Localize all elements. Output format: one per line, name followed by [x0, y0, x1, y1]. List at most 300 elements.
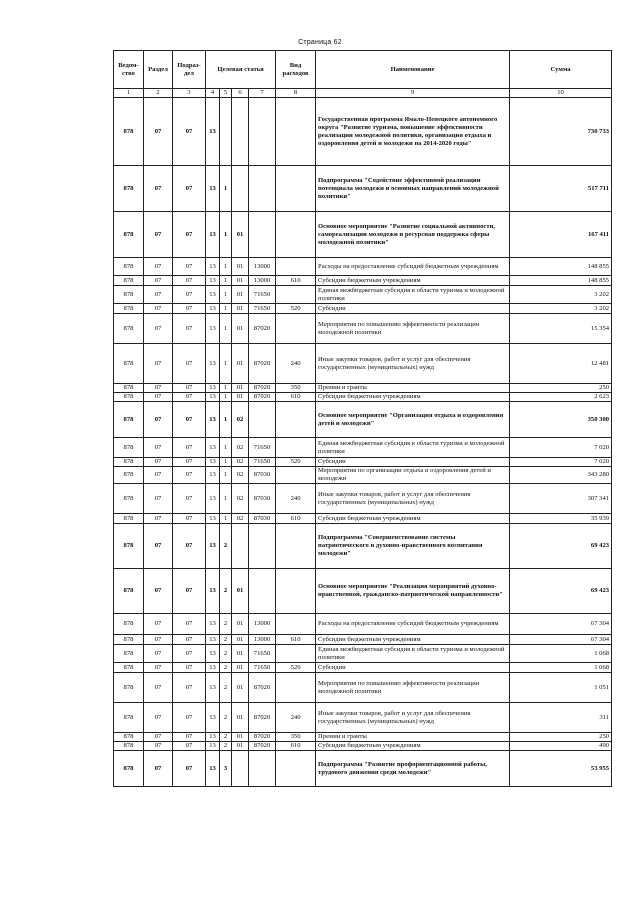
cell-vid-rashodov [276, 438, 316, 458]
cell-naimenovanie: Иные закупки товаров, работ и услуг для обеспечения государственных (муниципальных) нужд [316, 703, 510, 733]
cell-vid-rashodov [276, 614, 316, 635]
cell-naimenovanie: Подпрограмма "Совершенствование системы патриотического и духовно-нравственного воспитания молодежи" [316, 524, 510, 569]
table-row [114, 286, 612, 304]
cell-razdel: 07 [144, 98, 173, 166]
header-summa: Сумма [510, 51, 612, 89]
table-row [114, 212, 612, 258]
cell-program: 13 [206, 645, 220, 663]
cell-direction: 87020 [249, 314, 276, 344]
cell-subprogram: 1 [220, 514, 232, 524]
cell-summa: 15 354 [510, 314, 612, 344]
cell-naimenovanie: Подпрограмма "Развитие профориентационной работы, трудового движения среди молодежи" [316, 751, 510, 787]
cell-vedomstvo: 878 [114, 484, 144, 514]
cell-razdel: 07 [144, 569, 173, 614]
cell-podrazdel: 07 [173, 569, 206, 614]
table-row [114, 98, 612, 166]
cell-summa: 69 423 [510, 569, 612, 614]
cell-podrazdel: 07 [173, 663, 206, 673]
cell-naimenovanie: Мероприятия по повышению эффективности реализации молодежной политики [316, 314, 510, 344]
cell-subprogram: 1 [220, 467, 232, 484]
cell-podrazdel: 07 [173, 703, 206, 733]
table-row [114, 258, 612, 276]
cell-subprogram: 2 [220, 663, 232, 673]
cell-program: 13 [206, 276, 220, 286]
cell-vid-rashodov: 610 [276, 514, 316, 524]
cell-direction: 87030 [249, 514, 276, 524]
table-row [114, 467, 612, 484]
cell-razdel: 07 [144, 635, 173, 645]
cell-summa: 311 [510, 703, 612, 733]
col-number: 8 [276, 89, 316, 98]
cell-vedomstvo: 878 [114, 751, 144, 787]
cell-subprogram: 1 [220, 212, 232, 258]
cell-measure: 01 [232, 212, 249, 258]
cell-naimenovanie: Субсидии [316, 304, 510, 314]
table-row [114, 673, 612, 703]
cell-direction: 13000 [249, 276, 276, 286]
cell-subprogram: 1 [220, 258, 232, 276]
cell-direction: 87020 [249, 742, 276, 751]
cell-direction [249, 98, 276, 166]
cell-summa: 69 423 [510, 524, 612, 569]
cell-summa: 343 280 [510, 467, 612, 484]
cell-podrazdel: 07 [173, 742, 206, 751]
cell-naimenovanie: Субсидии бюджетным учреждениям [316, 514, 510, 524]
cell-naimenovanie: Субсидии бюджетным учреждениям [316, 276, 510, 286]
header-vedomstvo: Ведом-ство [114, 51, 144, 89]
cell-measure: 02 [232, 438, 249, 458]
cell-razdel: 07 [144, 458, 173, 467]
cell-vedomstvo: 878 [114, 384, 144, 393]
cell-vid-rashodov [276, 98, 316, 166]
cell-program: 13 [206, 514, 220, 524]
cell-vedomstvo: 878 [114, 402, 144, 438]
table-row [114, 384, 612, 393]
table-row [114, 458, 612, 467]
cell-summa: 67 304 [510, 614, 612, 635]
cell-podrazdel: 07 [173, 258, 206, 276]
cell-vedomstvo: 878 [114, 276, 144, 286]
cell-direction: 71650 [249, 304, 276, 314]
cell-naimenovanie: Основное мероприятие "Реализация мероприятий духовно-нравственной, гражданско-патриотической направленности" [316, 569, 510, 614]
cell-naimenovanie: Расходы на предоставление субсидий бюджетным учреждениям [316, 614, 510, 635]
cell-measure: 02 [232, 467, 249, 484]
cell-naimenovanie: Субсидии [316, 663, 510, 673]
cell-podrazdel: 07 [173, 733, 206, 742]
cell-summa: 148 855 [510, 276, 612, 286]
cell-measure: 02 [232, 402, 249, 438]
cell-naimenovanie: Субсидии бюджетным учреждениям [316, 393, 510, 402]
cell-measure: 01 [232, 569, 249, 614]
column-number-row [114, 89, 612, 98]
cell-summa: 1 051 [510, 673, 612, 703]
cell-vedomstvo: 878 [114, 258, 144, 276]
cell-program: 13 [206, 751, 220, 787]
cell-naimenovanie: Единая межбюджетная субсидия в области туризма и молодежной политики [316, 438, 510, 458]
cell-vid-rashodov: 350 [276, 733, 316, 742]
cell-vedomstvo: 878 [114, 673, 144, 703]
cell-summa: 250 [510, 733, 612, 742]
cell-summa: 53 955 [510, 751, 612, 787]
cell-program: 13 [206, 673, 220, 703]
cell-razdel: 07 [144, 524, 173, 569]
cell-podrazdel: 07 [173, 402, 206, 438]
cell-program: 13 [206, 344, 220, 384]
header-vid-rashodov: Вид расходов [276, 51, 316, 89]
header-celevaya-statya: Целевая статья [206, 51, 276, 89]
cell-naimenovanie: Государственная программа Ямало-Ненецкого автономного округа "Развитие туризма, повышение эффективности реализации молодежной политики, организация отдыха и оздоровления детей и молодежи на 2014-2020 годы" [316, 98, 510, 166]
cell-naimenovanie: Субсидии бюджетным учреждениям [316, 635, 510, 645]
cell-summa: 12 481 [510, 344, 612, 384]
cell-podrazdel: 07 [173, 484, 206, 514]
cell-vedomstvo: 878 [114, 635, 144, 645]
cell-vid-rashodov [276, 569, 316, 614]
cell-summa: 7 020 [510, 438, 612, 458]
cell-summa: 1 068 [510, 663, 612, 673]
cell-direction [249, 212, 276, 258]
cell-summa: 7 020 [510, 458, 612, 467]
cell-vid-rashodov: 520 [276, 304, 316, 314]
cell-razdel: 07 [144, 304, 173, 314]
cell-vid-rashodov [276, 402, 316, 438]
cell-vedomstvo: 878 [114, 614, 144, 635]
header-podrazdel: Подраз-дел [173, 51, 206, 89]
cell-vid-rashodov [276, 467, 316, 484]
cell-program: 13 [206, 703, 220, 733]
cell-summa: 250 [510, 384, 612, 393]
cell-vedomstvo: 878 [114, 569, 144, 614]
cell-direction: 71650 [249, 286, 276, 304]
cell-podrazdel: 07 [173, 635, 206, 645]
table-row [114, 703, 612, 733]
cell-naimenovanie: Единая межбюджетная субсидия в области туризма и молодежной политики [316, 645, 510, 663]
cell-razdel: 07 [144, 514, 173, 524]
cell-razdel: 07 [144, 645, 173, 663]
cell-program: 13 [206, 635, 220, 645]
cell-summa: 490 [510, 742, 612, 751]
cell-summa: 307 341 [510, 484, 612, 514]
cell-naimenovanie: Расходы на предоставление субсидий бюджетным учреждениям [316, 258, 510, 276]
cell-measure: 01 [232, 614, 249, 635]
cell-naimenovanie: Субсидии [316, 458, 510, 467]
cell-naimenovanie: Иные закупки товаров, работ и услуг для обеспечения государственных (муниципальных) нужд [316, 344, 510, 384]
cell-subprogram: 1 [220, 384, 232, 393]
cell-razdel: 07 [144, 703, 173, 733]
table-row [114, 402, 612, 438]
cell-naimenovanie: Иные закупки товаров, работ и услуг для обеспечения государственных (муниципальных) нужд [316, 484, 510, 514]
cell-vid-rashodov: 610 [276, 742, 316, 751]
table-row [114, 663, 612, 673]
table-row [114, 438, 612, 458]
col-number: 9 [316, 89, 510, 98]
cell-subprogram: 2 [220, 733, 232, 742]
cell-podrazdel: 07 [173, 645, 206, 663]
cell-razdel: 07 [144, 212, 173, 258]
cell-vid-rashodov [276, 673, 316, 703]
cell-podrazdel: 07 [173, 166, 206, 212]
cell-vid-rashodov: 350 [276, 384, 316, 393]
cell-direction: 87020 [249, 393, 276, 402]
cell-subprogram: 2 [220, 524, 232, 569]
table-row [114, 742, 612, 751]
cell-program: 13 [206, 258, 220, 276]
table-row [114, 304, 612, 314]
cell-razdel: 07 [144, 393, 173, 402]
cell-direction: 87020 [249, 344, 276, 384]
cell-vid-rashodov: 610 [276, 635, 316, 645]
cell-razdel: 07 [144, 438, 173, 458]
cell-subprogram: 1 [220, 166, 232, 212]
cell-measure: 01 [232, 258, 249, 276]
cell-program: 13 [206, 484, 220, 514]
cell-measure: 01 [232, 304, 249, 314]
cell-summa: 3 202 [510, 286, 612, 304]
cell-vedomstvo: 878 [114, 458, 144, 467]
cell-program: 13 [206, 524, 220, 569]
cell-measure: 01 [232, 314, 249, 344]
cell-razdel: 07 [144, 673, 173, 703]
cell-program: 13 [206, 98, 220, 166]
cell-vedomstvo: 878 [114, 733, 144, 742]
cell-direction: 87020 [249, 673, 276, 703]
cell-summa: 350 300 [510, 402, 612, 438]
cell-direction: 87030 [249, 484, 276, 514]
cell-naimenovanie: Основное мероприятие "Организация отдыха и оздоровления детей и молодежи" [316, 402, 510, 438]
cell-summa: 517 711 [510, 166, 612, 212]
cell-vedomstvo: 878 [114, 98, 144, 166]
cell-subprogram: 1 [220, 438, 232, 458]
cell-direction: 87020 [249, 703, 276, 733]
cell-naimenovanie: Мероприятия по организации отдыха и оздоровления детей и молодежи [316, 467, 510, 484]
cell-vedomstvo: 878 [114, 166, 144, 212]
cell-naimenovanie: Премии и гранты [316, 384, 510, 393]
cell-vedomstvo: 878 [114, 344, 144, 384]
cell-summa: 35 939 [510, 514, 612, 524]
cell-vid-rashodov: 240 [276, 344, 316, 384]
cell-measure: 01 [232, 645, 249, 663]
col-number: 2 [144, 89, 173, 98]
cell-naimenovanie: Основное мероприятие "Развитие социальной активности, самореализации молодежи и ресурсная поддержка сферы молодежной политики" [316, 212, 510, 258]
cell-summa: 148 855 [510, 258, 612, 276]
cell-vid-rashodov [276, 166, 316, 212]
cell-direction: 71650 [249, 663, 276, 673]
table-row [114, 484, 612, 514]
cell-vid-rashodov: 240 [276, 703, 316, 733]
cell-subprogram: 1 [220, 314, 232, 344]
cell-vid-rashodov [276, 751, 316, 787]
cell-vedomstvo: 878 [114, 663, 144, 673]
cell-direction [249, 751, 276, 787]
cell-subprogram: 2 [220, 569, 232, 614]
cell-program: 13 [206, 304, 220, 314]
cell-podrazdel: 07 [173, 467, 206, 484]
cell-vedomstvo: 878 [114, 314, 144, 344]
cell-podrazdel: 07 [173, 314, 206, 344]
cell-razdel: 07 [144, 467, 173, 484]
cell-vedomstvo: 878 [114, 286, 144, 304]
cell-podrazdel: 07 [173, 614, 206, 635]
cell-vedomstvo: 878 [114, 524, 144, 569]
cell-podrazdel: 07 [173, 286, 206, 304]
cell-measure: 01 [232, 384, 249, 393]
cell-direction: 71650 [249, 438, 276, 458]
cell-subprogram: 3 [220, 751, 232, 787]
cell-measure: 01 [232, 276, 249, 286]
cell-subprogram: 1 [220, 402, 232, 438]
cell-subprogram: 2 [220, 742, 232, 751]
cell-measure: 02 [232, 484, 249, 514]
cell-summa: 67 304 [510, 635, 612, 645]
table-row [114, 645, 612, 663]
cell-naimenovanie: Подпрограмма "Содействие эффективной реализации потенциала молодежи и основных направлений молодежной политики" [316, 166, 510, 212]
cell-summa: 730 733 [510, 98, 612, 166]
cell-podrazdel: 07 [173, 344, 206, 384]
cell-program: 13 [206, 733, 220, 742]
cell-naimenovanie: Премии и гранты [316, 733, 510, 742]
cell-subprogram: 1 [220, 276, 232, 286]
table-row [114, 635, 612, 645]
table-row [114, 524, 612, 569]
cell-subprogram: 2 [220, 635, 232, 645]
table-row [114, 314, 612, 344]
cell-program: 13 [206, 614, 220, 635]
cell-subprogram: 2 [220, 645, 232, 663]
cell-program: 13 [206, 438, 220, 458]
cell-subprogram: 1 [220, 344, 232, 384]
cell-razdel: 07 [144, 384, 173, 393]
cell-measure [232, 524, 249, 569]
cell-measure: 02 [232, 458, 249, 467]
cell-razdel: 07 [144, 663, 173, 673]
cell-program: 13 [206, 467, 220, 484]
cell-subprogram: 1 [220, 304, 232, 314]
table-header-row [114, 51, 612, 89]
table-row [114, 276, 612, 286]
cell-measure: 02 [232, 514, 249, 524]
cell-subprogram: 1 [220, 286, 232, 304]
cell-vid-rashodov: 520 [276, 458, 316, 467]
table-row [114, 393, 612, 402]
cell-measure [232, 751, 249, 787]
cell-vedomstvo: 878 [114, 742, 144, 751]
cell-measure [232, 98, 249, 166]
cell-summa: 1 068 [510, 645, 612, 663]
cell-measure: 01 [232, 733, 249, 742]
cell-podrazdel: 07 [173, 98, 206, 166]
cell-podrazdel: 07 [173, 524, 206, 569]
cell-razdel: 07 [144, 614, 173, 635]
cell-subprogram: 1 [220, 484, 232, 514]
cell-subprogram [220, 98, 232, 166]
cell-direction [249, 402, 276, 438]
cell-measure [232, 166, 249, 212]
cell-subprogram: 1 [220, 393, 232, 402]
cell-direction: 71650 [249, 458, 276, 467]
page-number: Страница 62 [298, 39, 342, 46]
cell-direction: 87020 [249, 384, 276, 393]
cell-vedomstvo: 878 [114, 393, 144, 402]
table-row [114, 344, 612, 384]
col-number: 10 [510, 89, 612, 98]
cell-naimenovanie: Субсидии бюджетным учреждениям [316, 742, 510, 751]
cell-vid-rashodov [276, 314, 316, 344]
cell-program: 13 [206, 212, 220, 258]
cell-vid-rashodov [276, 645, 316, 663]
cell-summa: 3 202 [510, 304, 612, 314]
cell-vedomstvo: 878 [114, 438, 144, 458]
cell-razdel: 07 [144, 742, 173, 751]
cell-program: 13 [206, 286, 220, 304]
cell-direction: 13000 [249, 635, 276, 645]
cell-naimenovanie: Мероприятия по повышению эффективности реализации молодежной политики [316, 673, 510, 703]
cell-program: 13 [206, 569, 220, 614]
cell-razdel: 07 [144, 276, 173, 286]
cell-naimenovanie: Единая межбюджетная субсидия в области туризма и молодежной политики [316, 286, 510, 304]
cell-direction: 87020 [249, 733, 276, 742]
col-number: 5 [220, 89, 232, 98]
col-number: 6 [232, 89, 249, 98]
cell-measure: 01 [232, 635, 249, 645]
cell-direction [249, 166, 276, 212]
cell-razdel: 07 [144, 484, 173, 514]
cell-podrazdel: 07 [173, 212, 206, 258]
cell-direction: 71650 [249, 645, 276, 663]
cell-measure: 01 [232, 393, 249, 402]
cell-subprogram: 2 [220, 673, 232, 703]
table-row [114, 614, 612, 635]
cell-razdel: 07 [144, 258, 173, 276]
cell-measure: 01 [232, 673, 249, 703]
cell-podrazdel: 07 [173, 384, 206, 393]
col-number: 1 [114, 89, 144, 98]
col-number: 4 [206, 89, 220, 98]
cell-podrazdel: 07 [173, 673, 206, 703]
cell-direction: 13000 [249, 614, 276, 635]
cell-vid-rashodov: 520 [276, 663, 316, 673]
col-number: 7 [249, 89, 276, 98]
header-razdel: Раздел [144, 51, 173, 89]
cell-razdel: 07 [144, 344, 173, 384]
cell-direction [249, 569, 276, 614]
cell-vid-rashodov [276, 524, 316, 569]
cell-vedomstvo: 878 [114, 467, 144, 484]
cell-podrazdel: 07 [173, 304, 206, 314]
cell-program: 13 [206, 663, 220, 673]
cell-razdel: 07 [144, 733, 173, 742]
cell-program: 13 [206, 314, 220, 344]
cell-podrazdel: 07 [173, 751, 206, 787]
cell-direction: 13000 [249, 258, 276, 276]
table-row [114, 733, 612, 742]
cell-program: 13 [206, 402, 220, 438]
cell-vid-rashodov [276, 286, 316, 304]
cell-razdel: 07 [144, 751, 173, 787]
cell-program: 13 [206, 384, 220, 393]
cell-podrazdel: 07 [173, 438, 206, 458]
cell-vedomstvo: 878 [114, 304, 144, 314]
cell-vid-rashodov [276, 212, 316, 258]
cell-summa: 167 411 [510, 212, 612, 258]
cell-podrazdel: 07 [173, 393, 206, 402]
table-row [114, 751, 612, 787]
cell-vid-rashodov: 610 [276, 393, 316, 402]
table-row [114, 514, 612, 524]
cell-razdel: 07 [144, 314, 173, 344]
cell-direction: 87030 [249, 467, 276, 484]
cell-program: 13 [206, 458, 220, 467]
cell-subprogram: 2 [220, 703, 232, 733]
cell-measure: 01 [232, 344, 249, 384]
